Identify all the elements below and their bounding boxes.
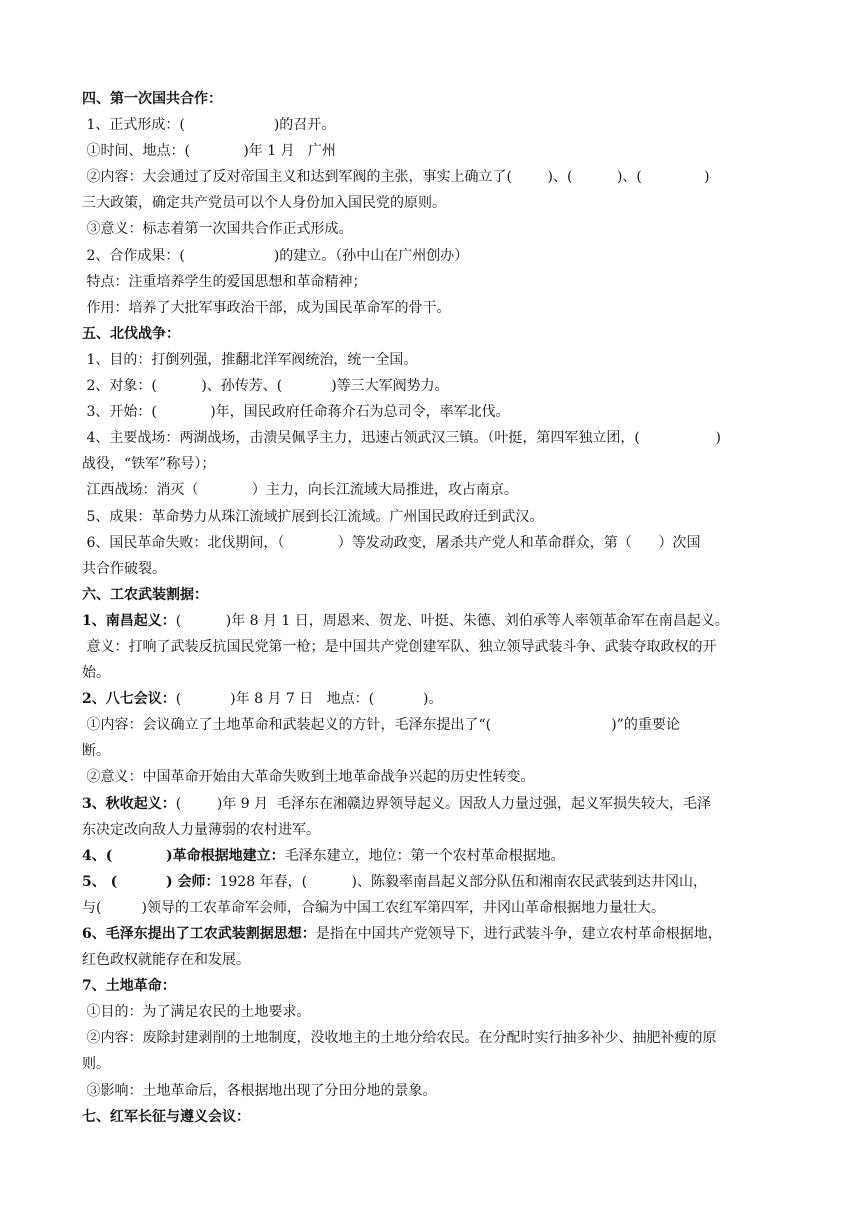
text-line: 红色政权就能存在和发展。 — [82, 952, 250, 969]
text-line: 共合作破裂。 — [82, 560, 166, 577]
document-body — [82, 86, 794, 1130]
text-line: 1、目的：打倒列强，推翻北洋军阀统治，统一全国。 — [82, 351, 418, 368]
text-line: ②内容：大会通过了反对帝国主义和达到军阀的主张，事实上确立了( )、( )、( ) — [82, 169, 710, 186]
text-line — [82, 686, 794, 712]
item-text: 1928 年春，( )、陈毅率南昌起义部分队伍和湘南农民武装到达井冈山， — [219, 873, 707, 890]
text-line — [82, 869, 794, 895]
text-line: ①时间、地点：( )年 1 月 广州 — [82, 143, 336, 160]
item-text: ( )年 8 月 1 日，周恩来、贺龙、叶挺、朱德、刘伯承等人率领革命军在南昌起义。 — [175, 612, 729, 629]
text-line — [82, 973, 794, 999]
text-line: ②意义：中国革命开始由大革命失败到土地革命战争兴起的历史性转变。 — [82, 769, 535, 786]
item-text: ( )年 8 月 7 日 地点：( )。 — [175, 691, 443, 708]
item-text: ( )年 9 月 毛泽东在湘赣边界领导起义。因敌人力量过强，起义军损失较大，毛泽 — [175, 795, 711, 812]
text-line: 1、正式形成：( )的召开。 — [82, 117, 336, 134]
text-line: ②内容：废除封建剥削的土地制度，没收地主的土地分给农民。在分配时实行抽多补少、抽肥补瘦的原 — [82, 1030, 717, 1047]
text-line — [82, 791, 794, 817]
text-line: 3、开始：( )年，国民政府任命蒋介石为总司令，率军北伐。 — [82, 404, 510, 421]
text-line: 4、主要战场：两湖战场，击溃吴佩孚主力，迅速占领武汉三镇。（叶挺，第四军独立团，( ) — [82, 430, 721, 447]
text-line: 2、合作成果：( )的建立。（孙中山在广州创办） — [82, 247, 469, 264]
item-title: 5、 ( ) 会师： — [82, 873, 220, 890]
section-heading: 七、红军长征与遵义会议： — [82, 1108, 250, 1125]
text-line: ③意义：标志着第一次国共合作正式形成。 — [82, 221, 353, 238]
text-line — [82, 608, 794, 634]
item-title: 2、八七会议： — [82, 691, 176, 708]
text-line: 东决定改向敌人力量薄弱的农村进军。 — [82, 821, 320, 838]
text-line: 作用：培养了大批军事政治干部，成为国民革命军的骨干。 — [82, 299, 451, 316]
item-title: 7、土地革命： — [82, 978, 176, 995]
text-line: 三大政策，确定共产党员可以个人身份加入国民党的原则。 — [82, 195, 446, 212]
text-line: 江西战场：消灭（ ）主力，向长江流域大局推进，攻占南京。 — [82, 482, 518, 499]
text-line: 6、国民革命失败：北伐期间，（ ）等发动政变，屠杀共产党人和革命群众，第（ ）次国 — [82, 534, 701, 551]
item-text: 是指在中国共产党领导下，进行武装斗争，建立农村革命根据地， — [315, 926, 722, 942]
text-line: 断。 — [82, 743, 110, 760]
item-text: 毛泽东建立，地位：第一个农村革命根据地。 — [284, 847, 565, 864]
item-title: 6、毛泽东提出了工农武装割据思想： — [82, 926, 316, 942]
text-line: ①内容：会议确立了土地革命和武装起义的方针，毛泽东提出了“( )”的重要论 — [82, 717, 680, 734]
text-line: 战役，“铁军”称号）； — [82, 456, 216, 473]
text-line — [82, 843, 794, 869]
text-line: ①目的：为了满足农民的土地要求。 — [82, 1004, 311, 1021]
item-title: 1、南昌起义： — [82, 612, 176, 629]
section-heading: 六、工农武装割据： — [82, 586, 208, 603]
text-line: 意义：打响了武装反抗国民党第一枪；是中国共产党创建军队、独立领导武装斗争、武装夺取政权的开 — [82, 638, 717, 655]
text-line: 与( )领导的工农革命军会师，合编为中国工农红军第四军，井冈山革命根据地力量壮大。 — [82, 899, 665, 916]
text-line: ③影响：土地革命后，各根据地出现了分田分地的景象。 — [82, 1082, 437, 1099]
text-line: 2、对象：( )、孙传芳、( )等三大军阀势力。 — [82, 378, 449, 395]
text-line: 特点：注重培养学生的爱国思想和革命精神； — [82, 273, 367, 290]
section-heading: 四、第一次国共合作： — [82, 91, 222, 107]
text-line: 5、成果：革命势力从珠江流域扩展到长江流域。广州国民政府迁到武汉。 — [82, 508, 544, 525]
item-title: 4、( )革命根据地建立： — [82, 847, 285, 864]
text-line: 则。 — [82, 1056, 110, 1073]
section-heading: 五、北伐战争： — [82, 325, 180, 342]
text-line: 始。 — [82, 665, 110, 682]
text-line — [82, 921, 794, 947]
item-title: 3、秋收起义： — [82, 795, 176, 812]
